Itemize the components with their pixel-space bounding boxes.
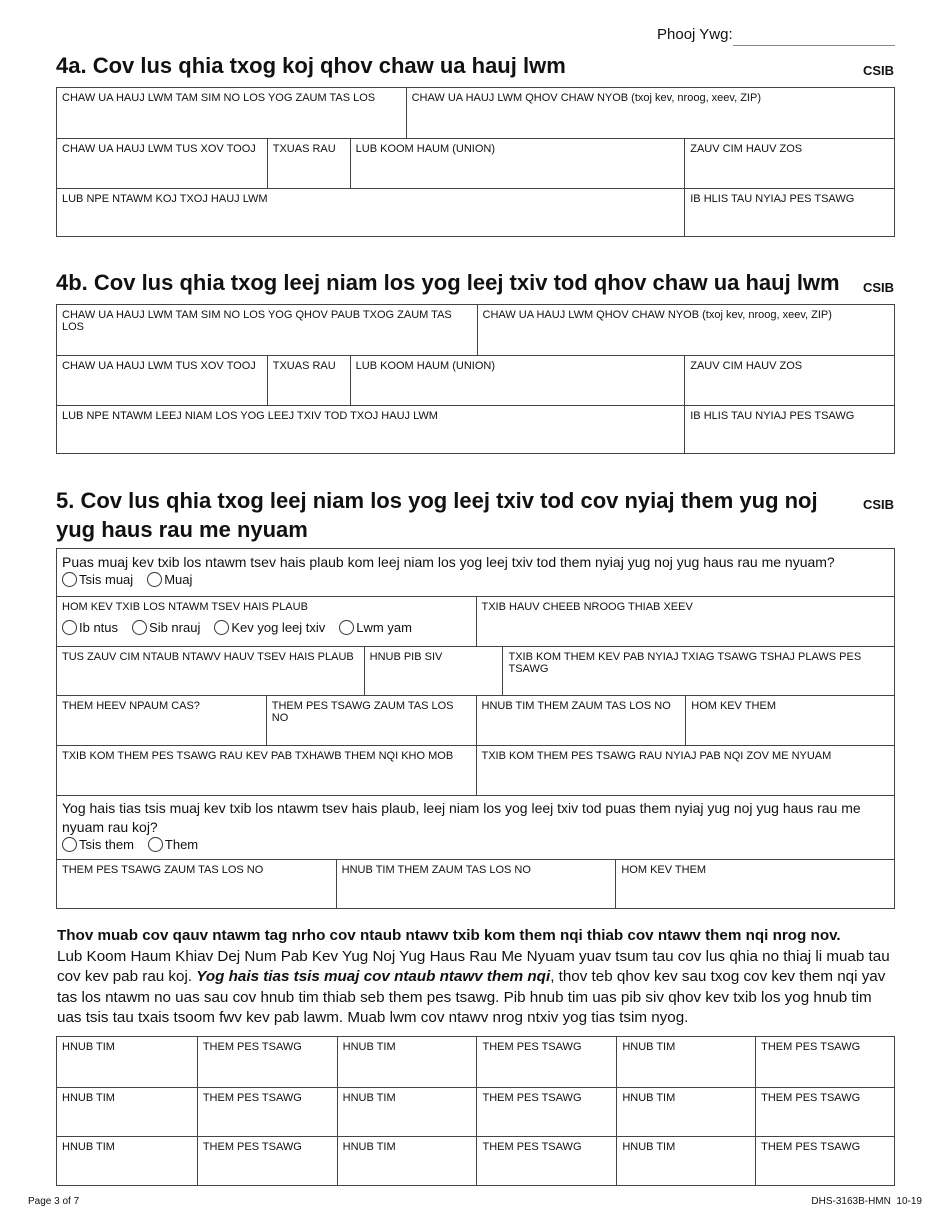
field-label: LUB KOOM HAUM (UNION) [355,143,495,155]
payment-date-field[interactable] [337,1137,477,1185]
section-4a-table [56,87,895,237]
voluntary-payment-type-field[interactable] [615,860,894,908]
field-label: TXIB KOM THEM PES TSAWG RAU KEV PAB TXHAWB THEM NQI KHO MOB [62,750,454,762]
section-5-table [56,548,895,909]
field-label: THEM PES TSAWG [761,1141,861,1153]
field-label: TXUAS RAU [272,360,336,372]
radio-circle-icon [339,620,354,635]
radio-has-order[interactable] [147,572,192,587]
field-label: HNUB TIM [62,1041,115,1053]
payment-date-field[interactable] [616,1088,755,1136]
field-label: IB HLIS TAU NYIAJ PES TSAWG [690,410,855,422]
field-label: THEM PES TSAWG ZAUM TAS LOS NO [271,700,454,724]
payment-amount-field[interactable] [197,1088,337,1136]
field-label: THEM PES TSAWG [482,1141,582,1153]
section-4a-title: 4a. Cov lus qhia txog koj qhov chaw ua hauj lwm [56,53,566,78]
court-number-field[interactable] [57,647,364,695]
field-label: THEM PES TSAWG [761,1092,861,1104]
payment-type-field[interactable] [685,696,894,745]
radio-divorce[interactable] [132,620,200,635]
parent-employer-address-field[interactable] [477,305,895,355]
employer-address-field[interactable] [406,88,894,138]
payment-date-field[interactable] [57,1088,197,1136]
radio-circle-icon [132,620,147,635]
frequency-field[interactable] [57,696,266,745]
ordered-amount-field[interactable] [502,647,894,695]
field-label: THEM HEEV NPAUM CAS? [62,700,200,712]
parent-monthly-income-field[interactable] [684,406,894,453]
instructions [57,926,897,1029]
instructions-text: Lub Koom Haum Khiav Dej Num Pab Kev Yug Noj Yug Haus Rau Me Nyuam yuav tsum tau cov lus qhia no thiaj li muab tau cov kev pab rau koj. [57,947,890,985]
radio-label: Sib nrauj [149,620,201,635]
field-label: THEM PES TSAWG ZAUM TAS LOS NO [62,864,264,876]
section-4b-tag: CSIB [862,280,894,295]
field-label: HNUB TIM THEM ZAUM TAS LOS NO [341,864,531,876]
radio-label: Them [164,837,199,852]
payment-amount-field[interactable] [197,1037,337,1087]
medical-support-field[interactable] [57,746,476,795]
field-label: CHAW UA HAUJ LWM TAM SIM NO LOS YOG QHOV PAUB TXOG ZAUM TAS LOS [62,309,452,333]
radio-paying[interactable] [148,837,198,852]
field-label: ZAUV CIM HAUV ZOS [690,143,803,155]
last-amount-field[interactable] [266,696,476,745]
start-date-field[interactable] [364,647,503,695]
field-label: THEM PES TSAWG [202,1092,302,1104]
monthly-income-field[interactable] [684,189,894,236]
payment-date-field[interactable] [616,1137,755,1185]
employer-name-field[interactable] [57,88,406,138]
radio-paternity[interactable] [214,620,325,635]
payment-date-field[interactable] [57,1137,197,1185]
field-label: THEM PES TSAWG [202,1141,302,1153]
form-number: DHS-3163B-HMN [811,1196,891,1207]
radio-label: Tsis muaj [79,572,134,587]
zip-field[interactable] [684,139,894,188]
voluntary-payment-question: Yog hais tias tsis muaj kev txib los ntawm tsev hais plaub, leej niam los yog leej txiv tod puas them nyiaj yug noj yug haus rau me nyuam rau koj? [62,800,861,835]
union-field[interactable] [350,139,685,188]
field-label: HNUB TIM [342,1141,396,1153]
field-label: HNUB TIM THEM ZAUM TAS LOS NO [481,700,671,712]
radio-label: Lwm yam [356,620,412,635]
court-order-question: Puas muaj kev txib los ntawm tsev hais plaub kom leej niam los yog leej txiv tod them nyiaj yug noj yug haus rau me nyuam? [62,554,835,570]
field-label: LUB KOOM HAUM (UNION) [355,360,495,372]
radio-circle-icon [148,837,163,852]
field-label: TXIB HAUV CHEEB NROOG THIAB XEEV [481,601,693,613]
section-4a-tag: CSIB [862,63,894,78]
field-label: CHAW UA HAUJ LWM QHOV CHAW NYOB (txoj kev, nroog, xeev, ZIP) [482,309,832,321]
parent-extension-field[interactable] [267,356,350,405]
payment-date-field[interactable] [616,1037,755,1087]
employer-phone-field[interactable] [57,139,267,188]
radio-label: Tsis them [79,837,134,852]
field-label: TXIB KOM THEM PES TSAWG RAU NYIAJ PAB NQI ZOV ME NYUAM [481,750,832,762]
radio-circle-icon [62,620,77,635]
field-label: CHAW UA HAUJ LWM TAM SIM NO LOS YOG ZAUM TAS LOS [62,92,376,104]
county-state-field[interactable] [476,597,895,646]
section-4b-title: 4b. Cov lus qhia txog leej niam los yog leej txiv tod qhov chaw ua hauj lwm [56,270,840,295]
payment-amount-field[interactable] [476,1088,616,1136]
section-5-title-line2: yug haus rau me nyuam [56,517,308,542]
voluntary-last-amount-field[interactable] [57,860,336,908]
last-date-field[interactable] [476,696,686,745]
radio-circle-icon [62,837,77,852]
field-label: THEM PES TSAWG [761,1041,861,1053]
payment-amount-field[interactable] [476,1037,616,1087]
field-label: THEM PES TSAWG [482,1041,582,1053]
field-label: TUS ZAUV CIM NTAUB NTAWV HAUV TSEV HAIS PLAUB [62,651,354,663]
instructions-text-cont: , thov teb qhov kev sau txog cov kev them nqi yav tas los ntawm no uas sau cov hnub tim thiab seb them pes tsawg. Pib hnub tim uas pib siv qhov kev txib los yog hnub tim uas tsis tau txais tsoom fwv kev pab lawm. Muab lwm cov ntawv nrog ntxiv yog tias tsim nyog. [57,968,886,1026]
field-label: LUB NPE NTAWM KOJ TXOJ HAUJ LWM [62,193,268,205]
field-label: HOM KEV THEM [621,864,707,876]
instructions-body [57,947,897,1029]
payment-amount-field[interactable] [197,1137,337,1185]
payment-date-field[interactable] [337,1037,477,1087]
field-label: HNUB TIM [62,1141,115,1153]
payment-amount-field[interactable] [755,1137,894,1185]
job-title-field[interactable] [57,189,684,236]
parent-job-title-field[interactable] [57,406,684,453]
payment-amount-field[interactable] [476,1137,616,1185]
page-indicator: Page 3 of 7 [28,1196,80,1207]
payment-date-field[interactable] [337,1088,477,1136]
section-5-tag: CSIB [862,497,894,512]
field-label: HNUB PIB SIV [369,651,443,663]
voluntary-last-date-field[interactable] [336,860,616,908]
parent-zip-field[interactable] [684,356,894,405]
payment-amount-field[interactable] [755,1037,894,1087]
field-label: HNUB TIM [62,1092,115,1104]
field-label: LUB NPE NTAWM LEEJ NIAM LOS YOG LEEJ TXIV TOD TXOJ HAUJ LWM [62,410,438,422]
field-label: HNUB TIM [622,1041,676,1053]
parent-employer-phone-field[interactable] [57,356,267,405]
payment-amount-field[interactable] [755,1088,894,1136]
radio-other[interactable] [339,620,412,635]
field-label: ZAUV CIM HAUV ZOS [690,360,803,372]
radio-no-order[interactable] [62,572,133,587]
radio-circle-icon [62,572,77,587]
field-label: THEM PES TSAWG [202,1041,302,1053]
form-id [811,1196,922,1207]
radio-circle-icon [147,572,162,587]
parent-union-field[interactable] [350,356,685,405]
field-label: CHAW UA HAUJ LWM QHOV CHAW NYOB (txoj kev, nroog, xeev, ZIP) [411,92,761,104]
section-4b-table [56,304,895,454]
radio-temporary[interactable] [62,620,118,635]
field-label: CHAW UA HAUJ LWM TUS XOV TOOJ [62,143,256,155]
page-number-field[interactable] [733,45,895,46]
radio-label: Ib ntus [79,620,119,635]
radio-label: Muaj [164,572,193,587]
field-label: HOM KEV TXIB LOS NTAWM TSEV HAIS PLAUB [62,601,308,613]
section-5-title [56,486,818,544]
field-label: TXIB KOM THEM KEV PAB NYIAJ TXIAG TSAWG TSHAJ PLAWS PES TSAWG [508,651,862,675]
extension-field[interactable] [267,139,350,188]
radio-circle-icon [214,620,229,635]
field-label: HNUB TIM [342,1041,396,1053]
child-care-field[interactable] [476,746,895,795]
field-label: HOM KEV THEM [691,700,777,712]
field-label: THEM PES TSAWG [482,1092,582,1104]
parent-employer-name-field[interactable] [57,305,477,355]
field-label: TXUAS RAU [272,143,336,155]
form-version: 10-19 [896,1196,922,1207]
section-5-title-line1: 5. Cov lus qhia txog leej niam los yog leej txiv tod cov nyiaj them yug noj [56,488,818,513]
field-label: HNUB TIM [342,1092,396,1104]
field-label: IB HLIS TAU NYIAJ PES TSAWG [690,193,855,205]
order-type-field [57,597,476,646]
field-label: HNUB TIM [622,1141,676,1153]
radio-label: Kev yog leej txiv [231,620,326,635]
instructions-bold-line: Thov muab cov qauv ntawm tag nrho cov ntaub ntawv txib kom them nqi thiab cov ntawv them nqi nrog nov. [57,927,841,944]
payments-table [56,1036,895,1186]
page-number-label: Phooj Ywg: [657,26,733,43]
field-label: CHAW UA HAUJ LWM TUS XOV TOOJ [62,360,256,372]
payment-date-field[interactable] [57,1037,197,1087]
radio-not-paying[interactable] [62,837,134,852]
instructions-emphasis: Yog hais tias tsis muaj cov ntaub ntawv them nqi [196,968,551,985]
field-label: HNUB TIM [622,1092,676,1104]
